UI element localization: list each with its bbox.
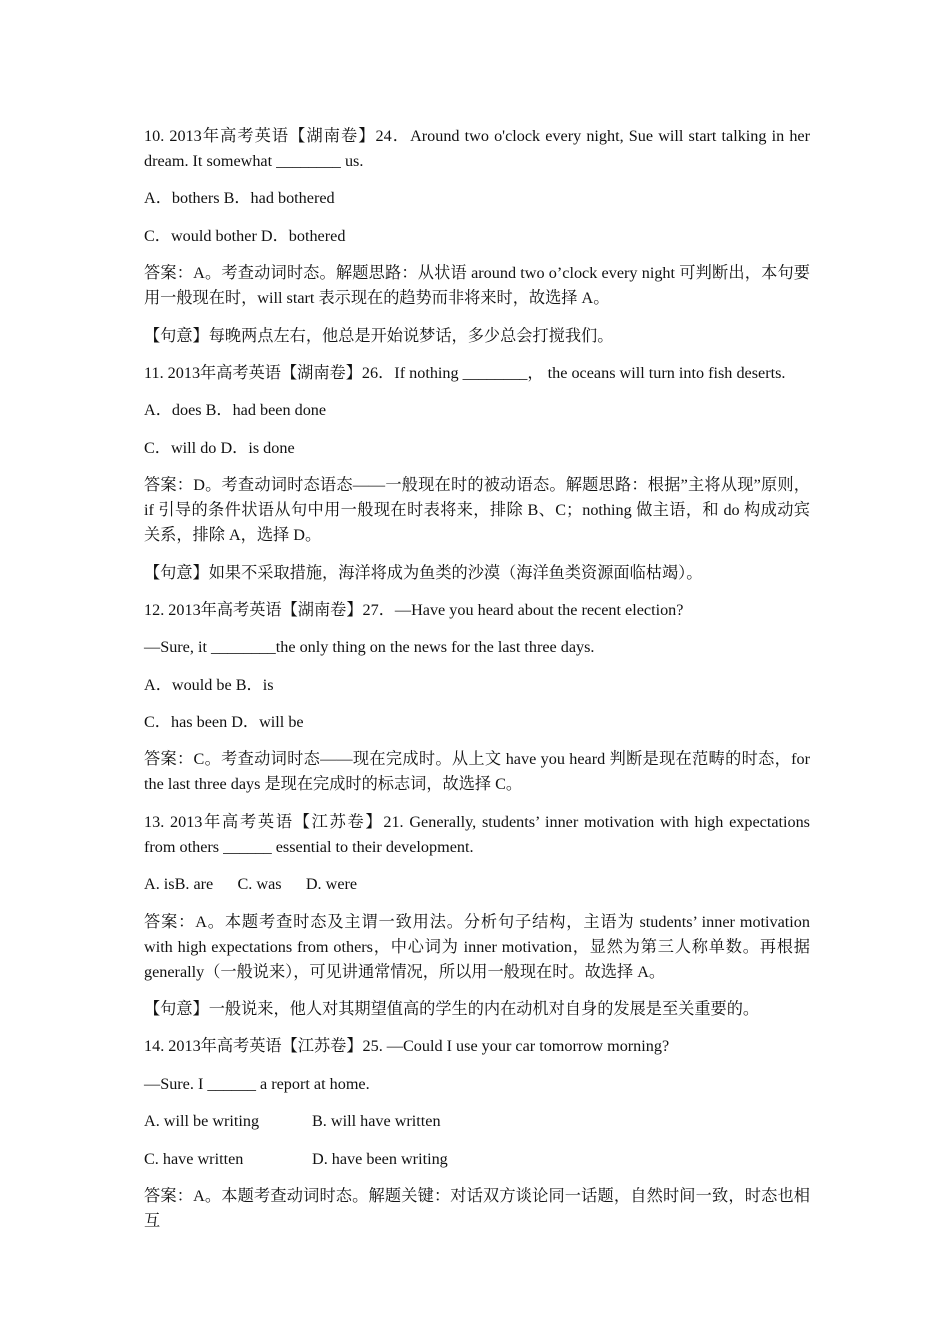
question-12-answer: 答案：C。考查动词时态——现在完成时。从上文 have you heard 判断是现在范畴的时态，for the last three days 是现在完成时的标志词，故选择 C。 (144, 750, 810, 794)
question-13-stem: 13. 2013年高考英语【江苏卷】21. Generally, students’ inner motivation with high expectations from others ______ essential to their development. (144, 812, 810, 856)
question-14-answer: 答案：A。本题考查动词时态。解题关键：对话双方谈论同一话题，自然时间一致，时态也相互 (144, 1186, 810, 1230)
question-12-options-cd: C．has been D．will be (144, 713, 304, 732)
question-14-options-cd (144, 1147, 810, 1172)
option-b: B. will have written (312, 1112, 441, 1131)
question-12-stem: 12. 2013年高考英语【湖南卷】27．—Have you heard about the recent election? (144, 600, 684, 619)
question-11-answer: 答案：D。考查动词时态语态——一般现在时的被动语态。解题思路：根据”主将从现”原则，if 引导的条件状语从句中用一般现在时表将来，排除 B、C；nothing 做主语，和 do 构成动宾关系，排除 A，选择 D。 (144, 476, 810, 545)
question-10-answer: 答案：A。考查动词时态。解题思路：从状语 around two o’clock every night 可判断出，本句要用一般现在时，will start 表示现在的趋势而非将来时，故选择 A。 (144, 264, 810, 308)
question-10-stem: 10. 2013年高考英语【湖南卷】24．Around two o'clock every night, Sue will start talking in her dream. It somewhat ________ us. (144, 127, 810, 170)
question-14-stem: 14. 2013年高考英语【江苏卷】25. —Could I use your car tomorrow morning? (144, 1037, 670, 1056)
option-a: A. will be writing (144, 1112, 260, 1131)
option-c: C. have written (144, 1149, 244, 1168)
question-13-options: A. isB. are C. was D. were (144, 875, 358, 894)
question-10-meaning: 【句意】每晚两点左右，他总是开始说梦话，多少总会打搅我们。 (144, 326, 614, 345)
question-11-options-cd: C．will do D．is done (144, 438, 295, 457)
question-12-dialog: —Sure, it ________the only thing on the news for the last three days. (144, 638, 595, 657)
question-14-dialog: —Sure. I ______ a report at home. (144, 1074, 370, 1093)
question-11-meaning: 【句意】如果不采取措施，海洋将成为鱼类的沙漠（海洋鱼类资源面临枯竭）。 (144, 563, 703, 582)
question-10-options-ab: A．bothers B．had bothered (144, 189, 335, 208)
document-body (144, 124, 810, 1246)
question-11-stem: 11. 2013年高考英语【湖南卷】26．If nothing ________， the oceans will turn into fish deserts. (144, 363, 786, 382)
question-13-answer: 答案：A。本题考查时态及主谓一致用法。分析句子结构，主语为 students’ inner motivation with high expectations from others，中心词为 inner motivation，显然为第三人称单数。再根据 generally（一般说来），可见讲通常情况，所以用一般现在时。故选择 A。 (144, 912, 810, 981)
question-10-options-cd: C．would bother D．bothered (144, 226, 346, 245)
question-13-meaning: 【句意】一般说来，他人对其期望值高的学生的内在动机对自身的发展是至关重要的。 (144, 1000, 760, 1019)
question-14-options-ab (144, 1109, 810, 1134)
question-12-options-ab: A．would be B．is (144, 675, 274, 694)
option-d: D. have been writing (312, 1149, 448, 1168)
question-11-options-ab: A．does B．had been done (144, 401, 327, 420)
